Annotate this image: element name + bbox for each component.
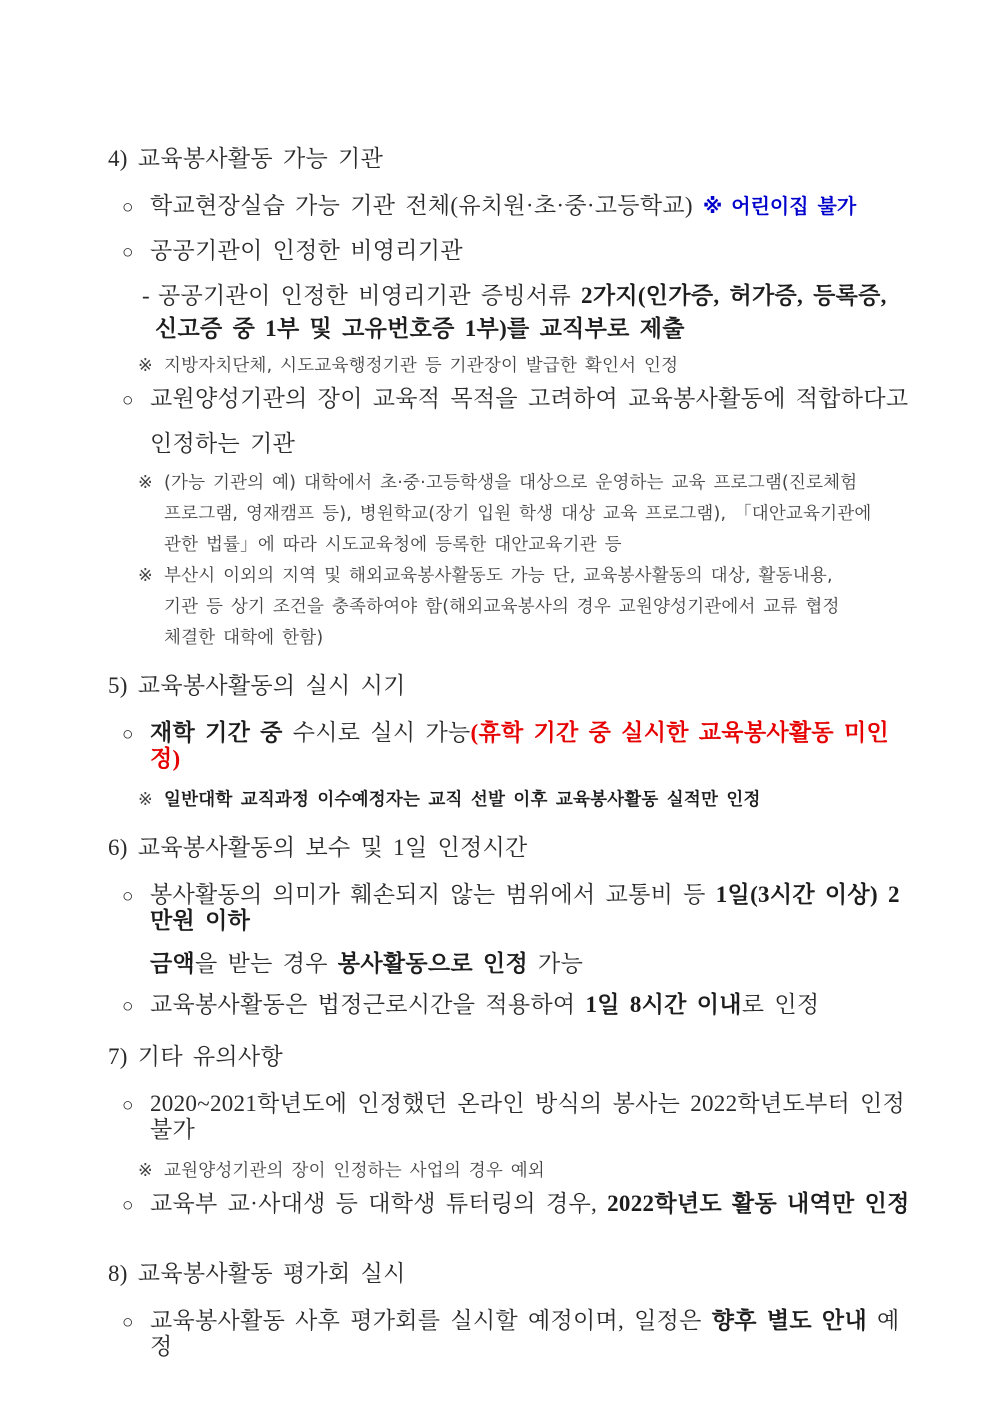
line-text	[150, 431, 295, 457]
bullet-item	[108, 193, 918, 221]
text-segment: 향후 별도 안내	[711, 1308, 867, 1333]
text-segment: 교육봉사활동 사후 평가회를 실시할 예정이며, 일정은	[150, 1308, 712, 1333]
note-continuation-line	[108, 596, 918, 618]
bullet-continuation-line	[108, 951, 918, 977]
text-segment: 을 받는 경우	[195, 951, 338, 976]
line-text	[150, 1091, 918, 1143]
line-text	[150, 386, 908, 412]
bullet-item	[108, 882, 918, 934]
note-continuation-line	[108, 627, 918, 649]
line-text	[164, 565, 833, 587]
text-segment: 수시로 실시 가능	[292, 720, 471, 745]
text-segment: 봉사활동의 의미가 훼손되지 않는 범위에서 교통비 등	[150, 882, 716, 907]
line-text	[164, 534, 622, 556]
dash-item	[108, 283, 918, 309]
line-text	[150, 1191, 910, 1217]
section-heading: 8) 교육봉사활동 평가회 실시	[108, 1261, 406, 1286]
bullet-item	[108, 1191, 918, 1219]
line-text	[150, 1308, 918, 1360]
bullet-marker: ○	[122, 1195, 134, 1216]
line-text	[150, 720, 918, 772]
reference-marker: ※	[138, 566, 153, 586]
line-text	[164, 503, 872, 525]
section	[108, 1044, 918, 1219]
bullet-continuation-line	[108, 431, 918, 457]
text-segment: 로 인정	[741, 992, 820, 1017]
bullet-item	[108, 992, 918, 1020]
line-text	[150, 238, 463, 264]
text-segment: (휴학 기간 중 실시한 교육봉사활동 미인정)	[150, 720, 889, 771]
bullet-marker: ○	[122, 242, 134, 263]
text-segment: 공공기관이 인정한 비영리기관	[150, 238, 463, 263]
section	[108, 835, 918, 1020]
dash-continuation-line	[108, 316, 918, 342]
line-text	[150, 951, 583, 977]
text-segment: 학교현장실습 가능 기관 전체(유치원·초·중·고등학교)	[150, 193, 703, 218]
text-segment: 가능	[528, 951, 584, 976]
bullet-item	[108, 1308, 918, 1360]
bullet-marker: ○	[122, 390, 134, 411]
text-segment: 재학 기간 중	[150, 720, 293, 745]
text-segment: (가능 기관의 예) 대학에서 초·중·고등학생을 대상으로 운영하는 교육 프로그램(진로체험	[164, 473, 858, 493]
bullet-marker: ○	[122, 1095, 134, 1116]
section	[108, 1261, 918, 1360]
note-item	[108, 355, 918, 377]
text-segment: 교원양성기관의 장이 교육적 목적을 고려하여 교육봉사활동에 적합하다고	[150, 386, 909, 411]
text-segment: 1일(3시간 이상) 2만원 이하	[150, 882, 900, 933]
text-segment: 교원양성기관의 장이 인정하는 사업의 경우 예외	[164, 1161, 545, 1181]
bullet-item	[108, 386, 918, 414]
text-segment: 2020~2021학년도에 인정했던 온라인 방식의 봉사는 2022학년도부터 인정 불가	[150, 1091, 916, 1142]
text-segment: 프로그램, 영재캠프 등), 병원학교(장기 입원 학생 대상 교육 프로그램), 「대안교육기관에	[164, 504, 872, 524]
text-segment: 인정하는 기관	[150, 431, 296, 456]
text-segment: 공공기관이 인정한 비영리기관 증빙서류	[158, 283, 582, 308]
text-segment: 봉사활동으로 인정	[337, 951, 528, 976]
section	[108, 146, 918, 649]
line-text	[164, 627, 323, 649]
text-segment: 예정	[150, 1308, 900, 1359]
bullet-marker: ○	[122, 996, 134, 1017]
text-segment: 지방자치단체, 시도교육행정기관 등 기관장이 발급한 확인서 인정	[164, 356, 679, 376]
section-heading: 4) 교육봉사활동 가능 기관	[108, 146, 384, 171]
reference-marker: ※	[138, 356, 153, 376]
text-segment: 관한 법률」에 따라 시도교육청에 등록한 대안교육기관 등	[164, 535, 622, 555]
note-item	[108, 1160, 918, 1182]
text-segment: 1일 8시간 이내	[585, 992, 742, 1017]
reference-marker: ※	[138, 473, 153, 493]
bullet-item	[108, 1091, 918, 1143]
note-continuation-line	[108, 503, 918, 525]
text-segment: 신고증 중 1부 및 고유번호증 1부)를 교직부로 제출	[155, 316, 685, 341]
reference-marker: ※	[138, 790, 153, 810]
line-text	[158, 283, 887, 309]
section-heading: 7) 기타 유의사항	[108, 1044, 283, 1069]
note-item	[108, 789, 918, 811]
note-item	[108, 565, 918, 587]
bullet-marker: ○	[122, 197, 134, 218]
line-text	[150, 882, 918, 934]
line-text	[164, 596, 840, 618]
section-heading: 5) 교육봉사활동의 실시 시기	[108, 673, 406, 698]
bullet-marker: ○	[122, 886, 134, 907]
text-segment: 2가지(인가증, 허가증, 등록증,	[581, 283, 887, 308]
bullet-marker: ○	[122, 1312, 134, 1333]
text-segment: 일반대학 교직과정 이수예정자는 교직 선발 이후 교육봉사활동 실적만 인정	[164, 790, 761, 810]
line-text	[164, 789, 761, 811]
document-body	[108, 146, 918, 1377]
bullet-item	[108, 238, 918, 266]
line-text	[164, 355, 678, 377]
text-segment: 2022학년도 활동 내역만 인정	[607, 1191, 910, 1216]
section	[108, 673, 918, 811]
note-continuation-line	[108, 534, 918, 556]
text-segment: 교육부 교·사대생 등 대학생 튜터링의 경우,	[150, 1191, 608, 1216]
text-segment: 금액	[150, 951, 196, 976]
line-text	[164, 1160, 545, 1182]
text-segment: 기관 등 상기 조건을 충족하여야 함(해외교육봉사의 경우 교원양성기관에서 교류 협정	[164, 597, 840, 617]
text-segment: 체결한 대학에 한함)	[164, 628, 324, 648]
text-segment: 교육봉사활동은 법정근로시간을 적용하여	[150, 992, 586, 1017]
line-text	[164, 472, 857, 494]
section-heading: 6) 교육봉사활동의 보수 및 1일 인정시간	[108, 835, 528, 860]
line-text	[150, 992, 819, 1018]
line-text	[150, 193, 856, 219]
bullet-marker: ○	[122, 724, 134, 745]
dash-marker: -	[142, 283, 150, 308]
line-text	[155, 316, 685, 342]
note-item	[108, 472, 918, 494]
text-segment: 부산시 이외의 지역 및 해외교육봉사활동도 가능 단, 교육봉사활동의 대상, 활동내용,	[164, 566, 833, 586]
text-segment: ※ 어린이집 불가	[702, 194, 857, 218]
bullet-item	[108, 720, 918, 772]
reference-marker: ※	[138, 1161, 153, 1181]
